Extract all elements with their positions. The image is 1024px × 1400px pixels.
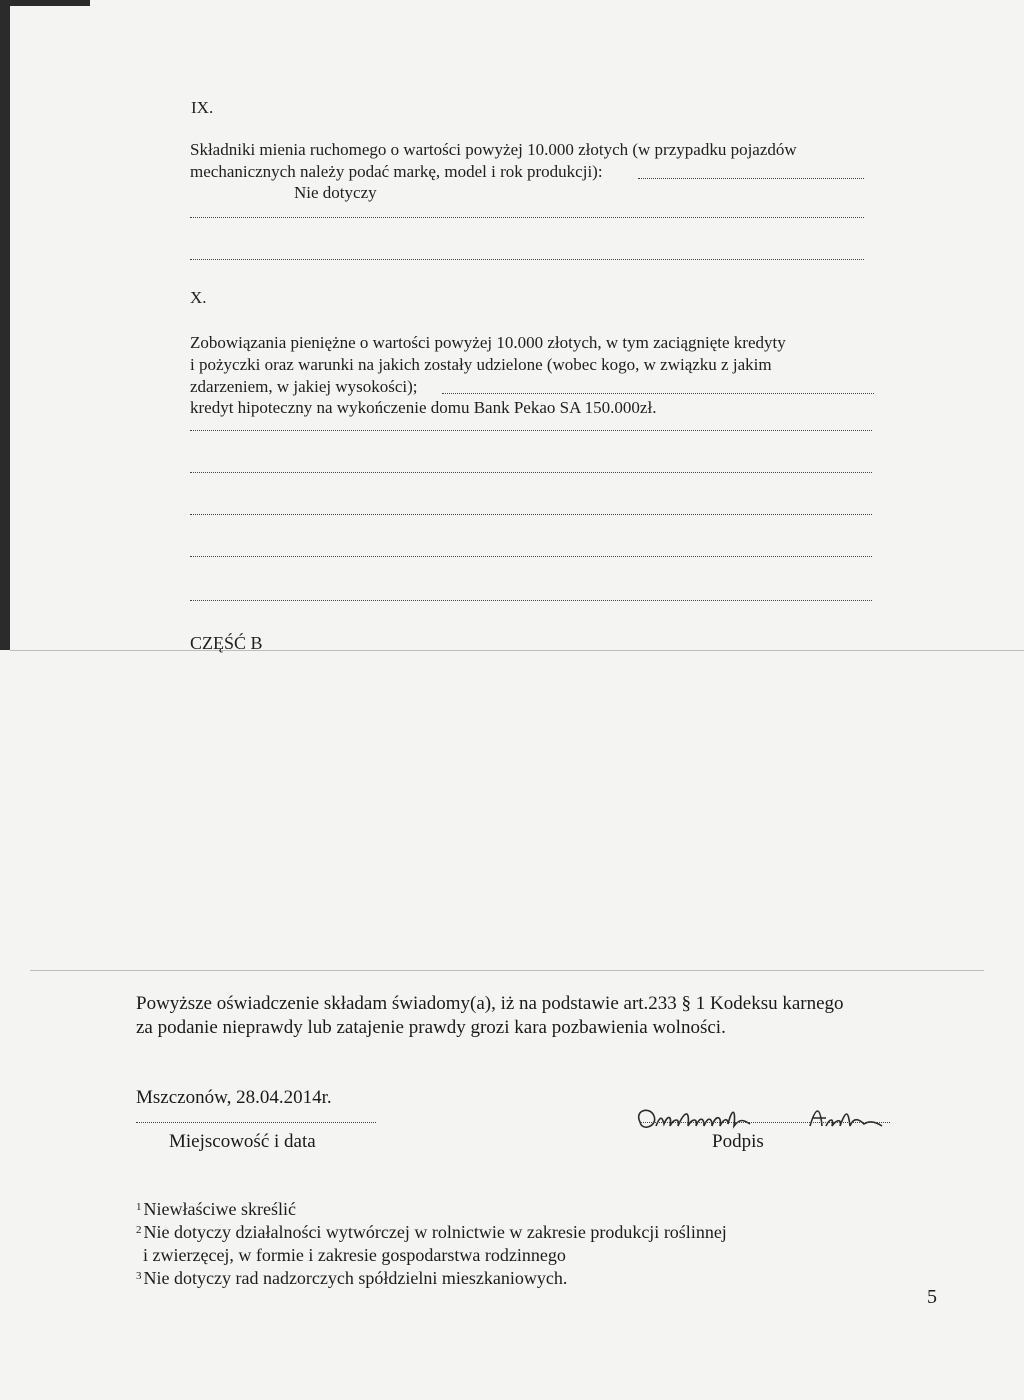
section-x-heading: X. [190, 288, 207, 307]
declaration-line2: za podanie nieprawdy lub zatajenie prawdy grozi kara pozbawienia wolności. [136, 1017, 726, 1038]
scan-edge [0, 0, 10, 650]
fill-line [136, 1122, 376, 1123]
section-ix-answer: Nie dotyczy [294, 183, 377, 202]
fill-line [640, 1122, 890, 1123]
footnote-2: $^2$ Nie dotyczy działalności wytwórczej w rolnictwie w zakresie produkcji roślinnej [136, 1222, 727, 1242]
section-x-text-line3: zdarzeniem, w jakiej wysokości); [190, 377, 418, 396]
section-ix-heading: IX. [191, 98, 214, 117]
section-x-text-line2: i pożyczki oraz warunki na jakich zostały udzielone (wobec kogo, w związku z jakim [190, 355, 772, 374]
fill-line [190, 600, 872, 601]
footnote-1: $^1$ Niewłaściwe skreślić [136, 1199, 296, 1219]
page-number: 5 [927, 1286, 937, 1308]
fold-line [30, 970, 984, 971]
fill-line [190, 430, 872, 431]
fill-line [190, 217, 864, 218]
section-ix-text-line2: mechanicznych należy podać markę, model i rok produkcji): [190, 162, 603, 181]
fill-line [190, 556, 872, 557]
fill-line [190, 514, 872, 515]
fill-line [638, 178, 864, 179]
declaration-line1: Powyższe oświadczenie składam świadomy(a), iż na podstawie art.233 § 1 Kodeksu karnego [136, 993, 844, 1014]
part-b-heading: CZĘŚĆ B [190, 633, 263, 653]
place-date-label: Miejscowość i data [169, 1131, 316, 1152]
signature-image [632, 1102, 902, 1138]
scan-edge-top [0, 0, 90, 6]
section-x-answer: kredyt hipoteczny na wykończenie domu Bank Pekao SA 150.000zł. [190, 398, 657, 417]
signature-label: Podpis [712, 1131, 764, 1152]
fill-line [442, 393, 874, 394]
fill-line [190, 472, 872, 473]
footnote-2-continued: i zwierzęcej, w formie i zakresie gospodarstwa rodzinnego [143, 1245, 566, 1265]
footnote-3: $^3$ Nie dotyczy rad nadzorczych spółdzielni mieszkaniowych. [136, 1268, 568, 1288]
fill-line [190, 259, 864, 260]
fold-line [10, 650, 1024, 651]
section-x-text-line1: Zobowiązania pieniężne o wartości powyżej 10.000 złotych, w tym zaciągnięte kredyty [190, 333, 786, 352]
section-ix-text-line1: Składniki mienia ruchomego o wartości powyżej 10.000 złotych (w przypadku pojazdów [190, 140, 797, 159]
place-date-value: Mszczonów, 28.04.2014r. [136, 1087, 332, 1108]
